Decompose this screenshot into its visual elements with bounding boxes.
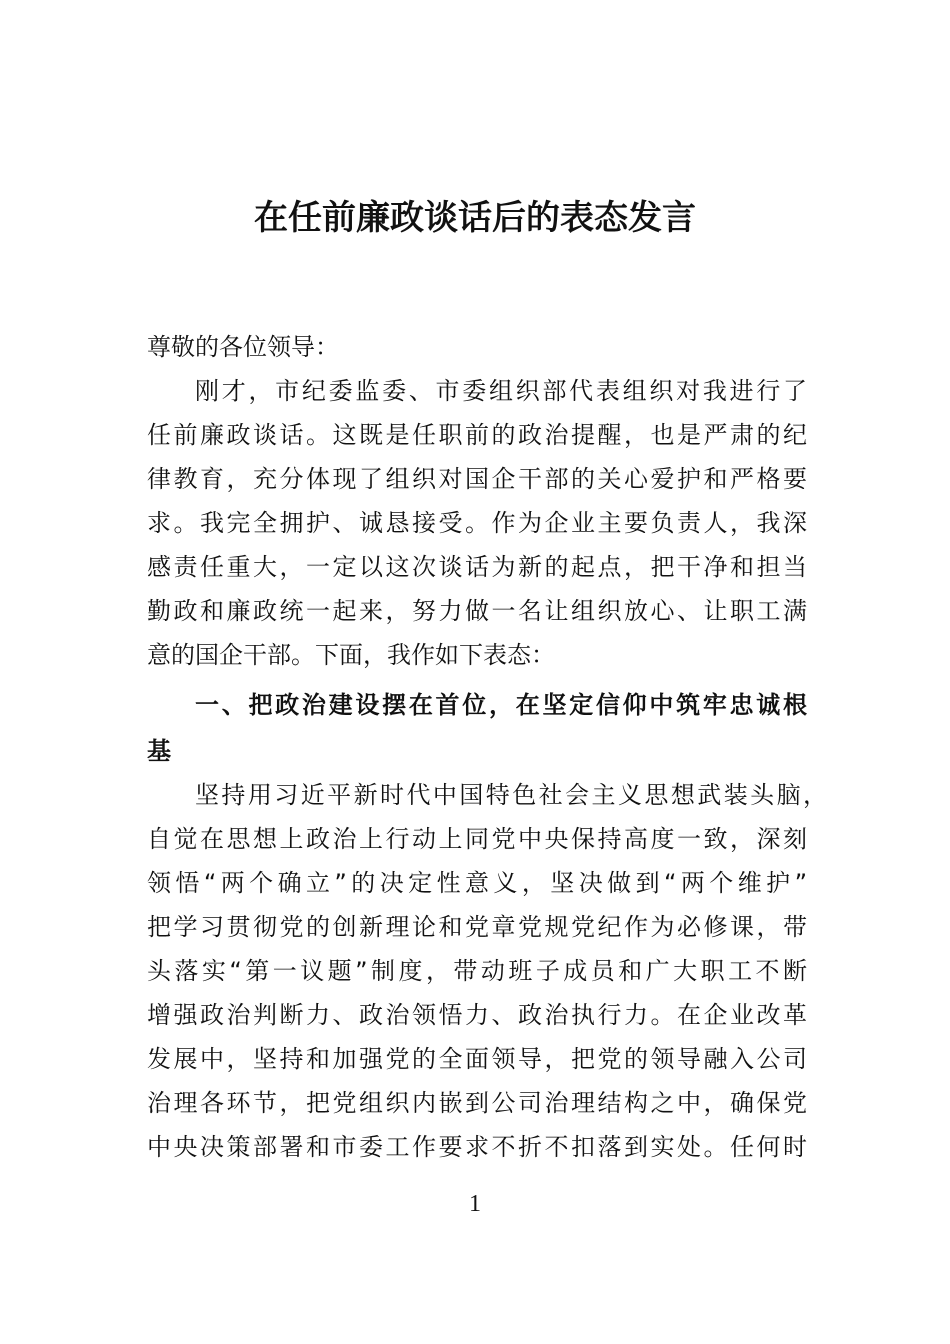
paragraph-2-line: 头落实“第一议题”制度，带动班子成员和广大职工不断 (147, 957, 807, 985)
document-title: 在任前廉政谈话后的表态发言 (254, 198, 696, 238)
paragraph-2-line: 坚持用习近平新时代中国特色社会主义思想武装头脑， (195, 781, 827, 809)
paragraph-2-line: 发展中，坚持和加强党的全面领导，把党的领导融入公司 (147, 1045, 807, 1073)
paragraph-1-line: 任前廉政谈话。这既是任职前的政治提醒，也是严肃的纪 (147, 421, 807, 449)
page-number: 1 (469, 1191, 481, 1217)
salutation: 尊敬的各位领导： (147, 333, 339, 361)
section-heading-line: 基 (147, 737, 171, 765)
paragraph-2-line: 中央决策部署和市委工作要求不折不扣落到实处。任何时 (147, 1133, 807, 1161)
section-heading-line: 一、把政治建设摆在首位，在坚定信仰中筑牢忠诚根 (195, 691, 807, 719)
paragraph-2-line: 治理各环节，把党组织内嵌到公司治理结构之中，确保党 (147, 1089, 807, 1117)
paragraph-2-line: 自觉在思想上政治上行动上同党中央保持高度一致，深刻 (147, 825, 807, 853)
paragraph-1-line: 感责任重大，一定以这次谈话为新的起点，把干净和担当 (147, 553, 807, 581)
paragraph-2-line: 领悟“两个确立”的决定性意义，坚决做到“两个维护” (147, 869, 807, 897)
paragraph-1-line: 意的国企干部。下面，我作如下表态： (147, 641, 555, 669)
paragraph-1-line: 律教育，充分体现了组织对国企干部的关心爱护和严格要 (147, 465, 807, 493)
paragraph-1-line: 求。我完全拥护、诚恳接受。作为企业主要负责人，我深 (147, 509, 807, 537)
paragraph-2-line: 增强政治判断力、政治领悟力、政治执行力。在企业改革 (147, 1001, 807, 1029)
paragraph-1-line: 刚才，市纪委监委、市委组织部代表组织对我进行了 (195, 377, 807, 405)
paragraph-1-line: 勤政和廉政统一起来，努力做一名让组织放心、让职工满 (147, 597, 807, 625)
paragraph-2-line: 把学习贯彻党的创新理论和党章党规党纪作为必修课，带 (147, 913, 807, 941)
